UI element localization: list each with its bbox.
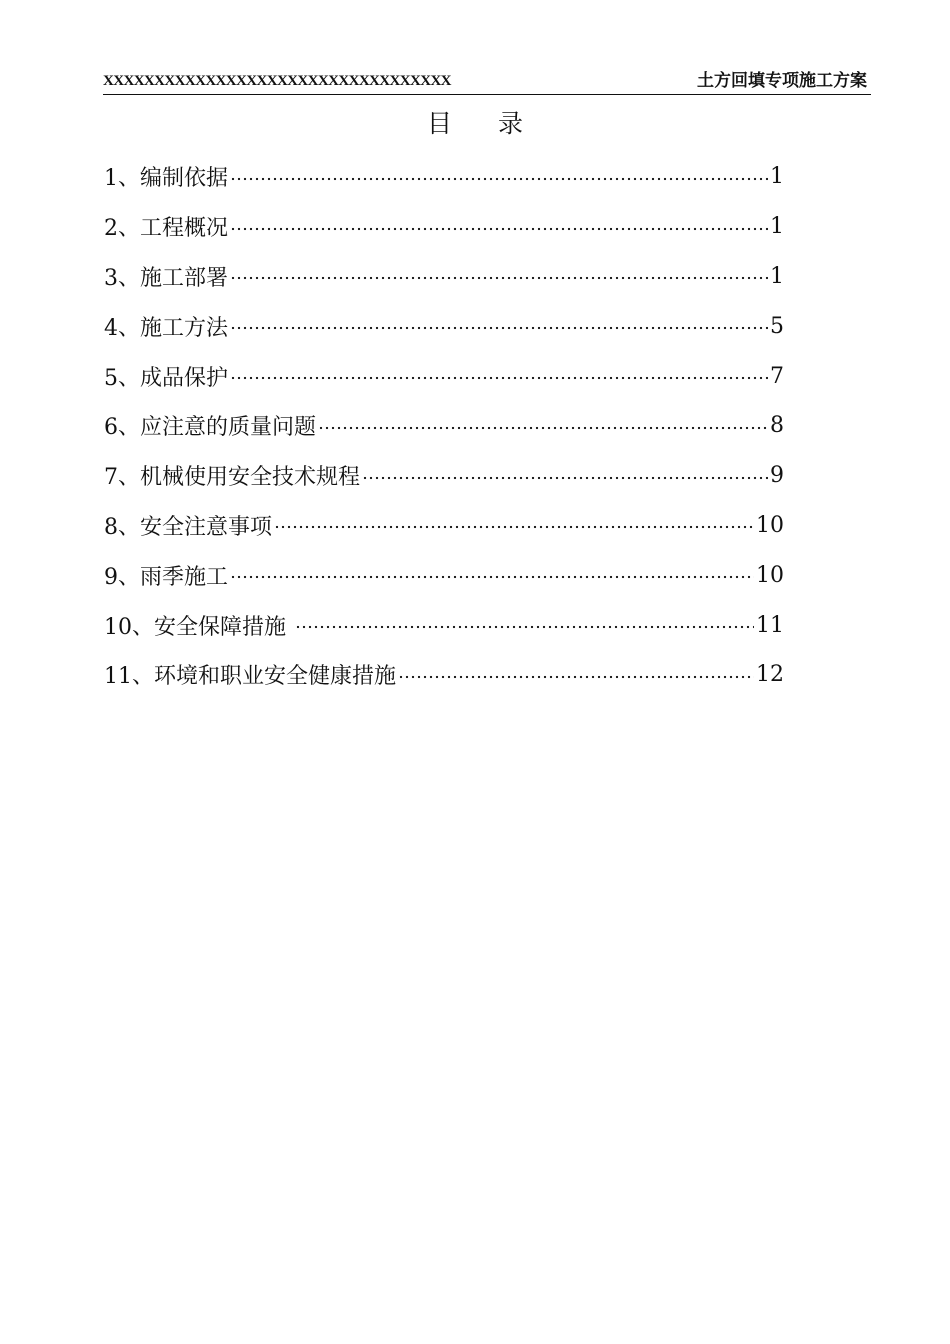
toc-entry-10[interactable] <box>104 600 784 650</box>
toc-entry-2[interactable] <box>104 202 784 252</box>
toc-entry-label: 5、成品保护 <box>104 365 228 391</box>
toc-title: 目录 <box>426 109 569 138</box>
toc-entry-page: 5 <box>770 313 784 339</box>
dot-leader <box>274 525 754 529</box>
table-of-contents <box>104 152 784 700</box>
dot-leader <box>230 326 768 330</box>
toc-entry-page: 11 <box>756 612 784 638</box>
toc-entry-8[interactable] <box>104 501 784 551</box>
toc-entry-label: 11、环境和职业安全健康措施 <box>104 664 396 690</box>
toc-entry-5[interactable] <box>104 351 784 401</box>
dot-leader <box>295 625 754 629</box>
dot-leader <box>362 476 768 480</box>
toc-entry-page: 10 <box>756 562 784 588</box>
toc-entry-page: 10 <box>756 512 784 538</box>
toc-entry-page: 1 <box>770 164 784 190</box>
toc-entry-3[interactable] <box>104 252 784 302</box>
toc-entry-page: 7 <box>770 363 784 389</box>
toc-entry-label: 3、施工部署 <box>104 265 228 291</box>
dot-leader <box>230 376 768 380</box>
toc-entry-page: 1 <box>770 263 784 289</box>
toc-entry-page: 8 <box>770 413 784 439</box>
toc-entry-label: 4、施工方法 <box>104 315 228 341</box>
toc-entry-label: 10、安全保障措施 <box>104 614 293 640</box>
toc-entry-page: 12 <box>756 662 784 688</box>
toc-entry-label: 2、工程概况 <box>104 216 228 242</box>
toc-entry-label: 1、编制依据 <box>104 166 228 192</box>
toc-entry-4[interactable] <box>104 301 784 351</box>
header-document-title: 土方回填专项施工方案 <box>697 71 867 91</box>
toc-entry-1[interactable] <box>104 152 784 202</box>
toc-entry-6[interactable] <box>104 401 784 451</box>
dot-leader <box>318 426 768 430</box>
toc-entry-7[interactable] <box>104 451 784 501</box>
toc-entry-label: 9、雨季施工 <box>104 564 228 590</box>
dot-leader <box>230 276 768 280</box>
toc-entry-label: 7、机械使用安全技术规程 <box>104 465 360 491</box>
dot-leader <box>230 575 754 579</box>
dot-leader <box>398 675 754 679</box>
toc-entry-9[interactable] <box>104 550 784 600</box>
dot-leader <box>230 227 768 231</box>
dot-leader <box>230 177 768 181</box>
toc-entry-page: 1 <box>770 214 784 240</box>
header-document-code: XXXXXXXXXXXXXXXXXXXXXXXXXXXXXXXXXX <box>103 73 451 89</box>
page-header <box>103 66 871 95</box>
toc-entry-page: 9 <box>770 463 784 489</box>
toc-entry-label: 8、安全注意事项 <box>104 514 272 540</box>
toc-entry-11[interactable] <box>104 650 784 700</box>
toc-entry-label: 6、应注意的质量问题 <box>104 415 316 441</box>
